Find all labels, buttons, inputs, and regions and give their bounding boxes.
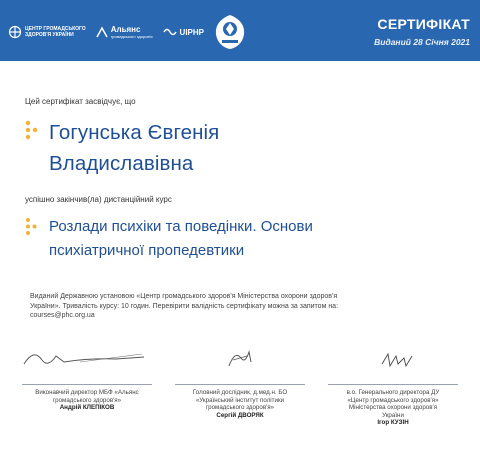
signature-line-2 — [175, 384, 305, 385]
signature-line-3 — [328, 384, 458, 385]
signature-klepikov — [20, 342, 150, 372]
signature-caption-2 — [165, 389, 315, 419]
phc-logo-line2: ЗДОРОВ'Я УКРАЇНИ — [25, 32, 74, 38]
signature-kuzin — [380, 350, 416, 370]
signer3-role-line1: в.о. Генерального директора ДУ — [346, 389, 440, 396]
partner-logos — [8, 10, 246, 54]
signature-caption-1 — [12, 389, 162, 412]
issuer-email: courses@phc.org.ua — [30, 312, 95, 319]
dots-icon — [25, 217, 43, 241]
signature-line-1 — [22, 384, 152, 385]
signer2-role-line1: Головний дослідник, д.мед.н. БО — [192, 389, 288, 396]
signer3-role-line3: Міністерства охорони здоров'я — [348, 404, 438, 412]
recipient-name-line1: Гогунська Євгенія — [49, 121, 220, 144]
course-title-block — [25, 215, 313, 263]
course-title-line2: психіатричної пропедевтики — [49, 242, 245, 259]
uiphp-logo-text: UIPHP — [179, 27, 204, 37]
issuer-line2: України». Тривалість курсу: 10 годин. Перевірити валідність сертифікату можна за запитом на: — [30, 302, 339, 310]
certificate-header — [0, 0, 480, 61]
phc-logo-line1: ЦЕНТР ГРОМАДСЬКОГО — [25, 26, 86, 32]
signature-caption-3 — [318, 389, 468, 427]
ministry-logo — [214, 14, 246, 50]
signer3-role-line4: України — [382, 411, 404, 419]
dots-icon — [25, 119, 43, 147]
course-title-line1: Розлади психіки та поведінки. Основи — [49, 218, 313, 235]
uiphp-logo — [163, 26, 204, 38]
uiphp-emblem-icon — [163, 26, 177, 38]
bullet-icon — [25, 215, 49, 263]
certificate-title: СЕРТИФІКАТ — [377, 16, 470, 32]
signer2-role-line2: «Український інститут політики — [195, 396, 285, 404]
phc-logo — [8, 25, 86, 39]
ministry-emblem-icon — [214, 14, 246, 50]
signature-dvoriak — [225, 346, 255, 370]
alliance-logo — [96, 25, 153, 39]
alliance-logo-text: Альянс — [110, 25, 141, 34]
signer2-name: Сергій ДВОРЯК — [216, 411, 264, 419]
signer3-role-line2: «Центр громадського здоров'я» — [347, 396, 439, 404]
recipient-name-block — [25, 117, 219, 179]
completion-text: успішно закінчив(ла) дистанційний курс — [25, 195, 172, 204]
signer1-role-line2: громадського здоров'я» — [52, 396, 122, 404]
intro-text: Цей сертифікат засвідчує, що — [25, 97, 136, 106]
alliance-logo-sub: громадського здоров'я — [110, 34, 153, 39]
signer1-name: Андрій КЛЕПІКОВ — [59, 404, 115, 412]
signer3-name: Ігор КУЗІН — [377, 419, 409, 427]
certificate-date: Виданий 28 Січня 2021 — [374, 37, 470, 47]
issuer-line1: Виданий Державною установою «Центр громадського здоров'я Міністерства охорони здоров'я — [30, 293, 338, 300]
signer2-role-line3: громадського здоров'я» — [205, 404, 275, 412]
phc-emblem-icon — [8, 25, 22, 39]
alliance-emblem-icon — [96, 26, 108, 38]
recipient-name-line2: Владиславівна — [49, 152, 194, 175]
issuer-info — [30, 292, 460, 321]
bullet-icon — [25, 117, 49, 179]
signer1-role-line1: Виконавчий директор МБФ «Альянс — [35, 389, 139, 396]
